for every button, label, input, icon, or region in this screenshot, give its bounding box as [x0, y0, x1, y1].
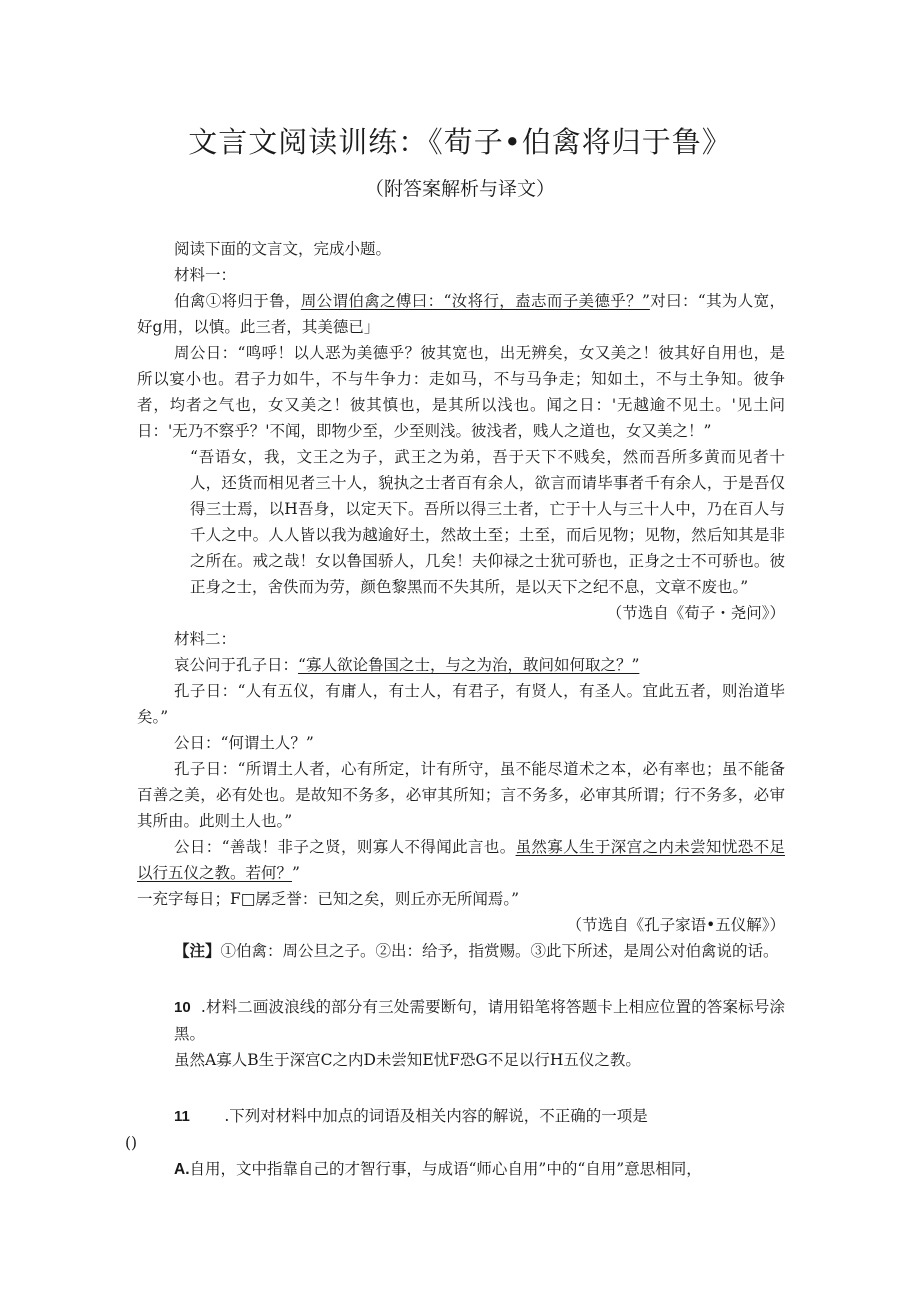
question-10-sentence: 虽然A寡人B生于深宫C之内D未尝知E忧F恐G不足以行H五仪之教。 — [174, 1051, 641, 1069]
material1-p3-text: “吾语女，我，文王之为子，武王之为弟，吾于天下不贱矣，然而吾所多黄而见者十人，还货而相见者三十人，貌执之士者百有余人，欲言而请毕事者千有余人，于是吾仅得三士焉，以H吾身，以定天下。吾所以得三土者，亡于十人与三十人中，乃在百人与千人之中。人人皆以我为越逾好土，然故土至；土至，而后见物；见物，然后知其是非之所在。戒之哉！女以鲁国骄人，几矣！夫仰禄之士犹可骄也，正身之士不可骄也。彼正身之士，舍佚而为劳，颜色黎黑而不失其所，是以天下之纪不息，文章不废也。” — [190, 448, 785, 596]
material2-label: 材料二： — [174, 630, 237, 648]
document-subtitle: （附答案解析与译文） — [364, 178, 555, 200]
material2-paragraph-4 — [137, 834, 785, 886]
option-a-letter: A. — [174, 1161, 190, 1178]
document-body — [125, 236, 785, 1183]
note-text: ①伯禽：周公旦之子。②出：给予，指赏赐。③此下所述，是周公对伯禽说的话。 — [220, 942, 779, 960]
material2-p4-suffix: ” — [292, 864, 300, 882]
material1-paragraph-3 — [137, 444, 785, 600]
annotation-note — [137, 938, 785, 964]
document-title: 文言文阅读训练：《荀子•伯禽将归于鲁》 — [188, 125, 732, 159]
material1-p1-underlined: 周公谓伯禽之傅曰：“汝将行，盍志而子美德乎？” — [300, 292, 650, 310]
question-10-number: 10 — [174, 999, 191, 1016]
question-11-paren: () — [125, 1134, 138, 1152]
question-11 — [137, 1103, 785, 1130]
material1-p1-prefix: 伯禽①将归于鲁， — [174, 292, 301, 310]
question-11-text: .下列对材料中加点的词语及相关内容的解说，不正确的一项是 — [224, 1107, 648, 1125]
material2-paragraph-2: 公日：“何谓土人？” — [174, 734, 314, 752]
material2-p4-prefix: 公日：“善哉！非子之贤，则寡人不得闻此言也。 — [174, 838, 516, 856]
question-11-number: 11 — [174, 1108, 190, 1125]
material2-q-underlined: “寡人欲论鲁国之士，与之为治，敢问如何取之？” — [298, 656, 640, 674]
intro-instruction: 阅读下面的文言文，完成小题。 — [174, 240, 392, 258]
material1-paragraph-1 — [137, 288, 785, 340]
material1-source: （节选自《荀子・尧问》） — [606, 604, 785, 622]
material2-source: （节选自《孔子家语•五仪解》） — [566, 916, 785, 934]
material2-p4-underlined: 虽然寡人生于深宫之内未尝知忧恐不足以行五仪之教。若何？ — [137, 838, 785, 882]
material2-question — [137, 652, 785, 678]
note-label: 【注】 — [174, 941, 221, 960]
material2-paragraph-3: 孔子日：“所谓土人者，心有所定，计有所守，虽不能尽道术之本，必有率也；虽不能备百善之美，必有处也。是故知不务多，必审其所知；言不务多，必审其所谓；行不务多，必审其所由。此则土人也。” — [137, 760, 785, 830]
material1-label: 材料一： — [174, 266, 237, 284]
material1-p1-suffix: 对曰：“其为人宽，好g用，以慎。此三者，其美德已」 — [137, 292, 785, 336]
question-11-option-a — [137, 1156, 785, 1183]
material1-paragraph-2: 周公日：“鸣呼！以人恶为美德乎？彼其宽也，出无辨矣，女又美之！彼其好自用也，是所以宴小也。君子力如牛，不与牛争力：走如马，不与马争走；知如土，不与土争知。彼争者，均者之气也，女又美之！彼其慎也，是其所以浅也。闻之日：'无越逾不见土。'见土问日：'无乃不察乎？'不闻，即物少至，少至则浅。彼浅者，贱人之道也，女又美之！” — [137, 344, 785, 440]
option-a-text: 自用，文中指靠自己的才智行事，与成语“师心自用”中的“自用”意思相同， — [189, 1160, 702, 1178]
material2-paragraph-5: 一充字每日；F□孱乏誉：已知之矣，则丘亦无所闻焉。” — [137, 890, 520, 908]
question-10-text: .材料二画波浪线的部分有三处需要断句，请用铅笔将答题卡上相应位置的答案标号涂黑。 — [174, 998, 785, 1043]
question-10 — [137, 994, 785, 1047]
spacer — [137, 1073, 785, 1103]
material2-paragraph-1: 孔子日：“人有五仪，有庸人，有士人，有君子，有贤人，有圣人。宜此五者，则治道毕矣。” — [137, 682, 785, 726]
material2-q-prefix: 哀公问于孔子日： — [174, 656, 299, 674]
spacer — [137, 964, 785, 994]
